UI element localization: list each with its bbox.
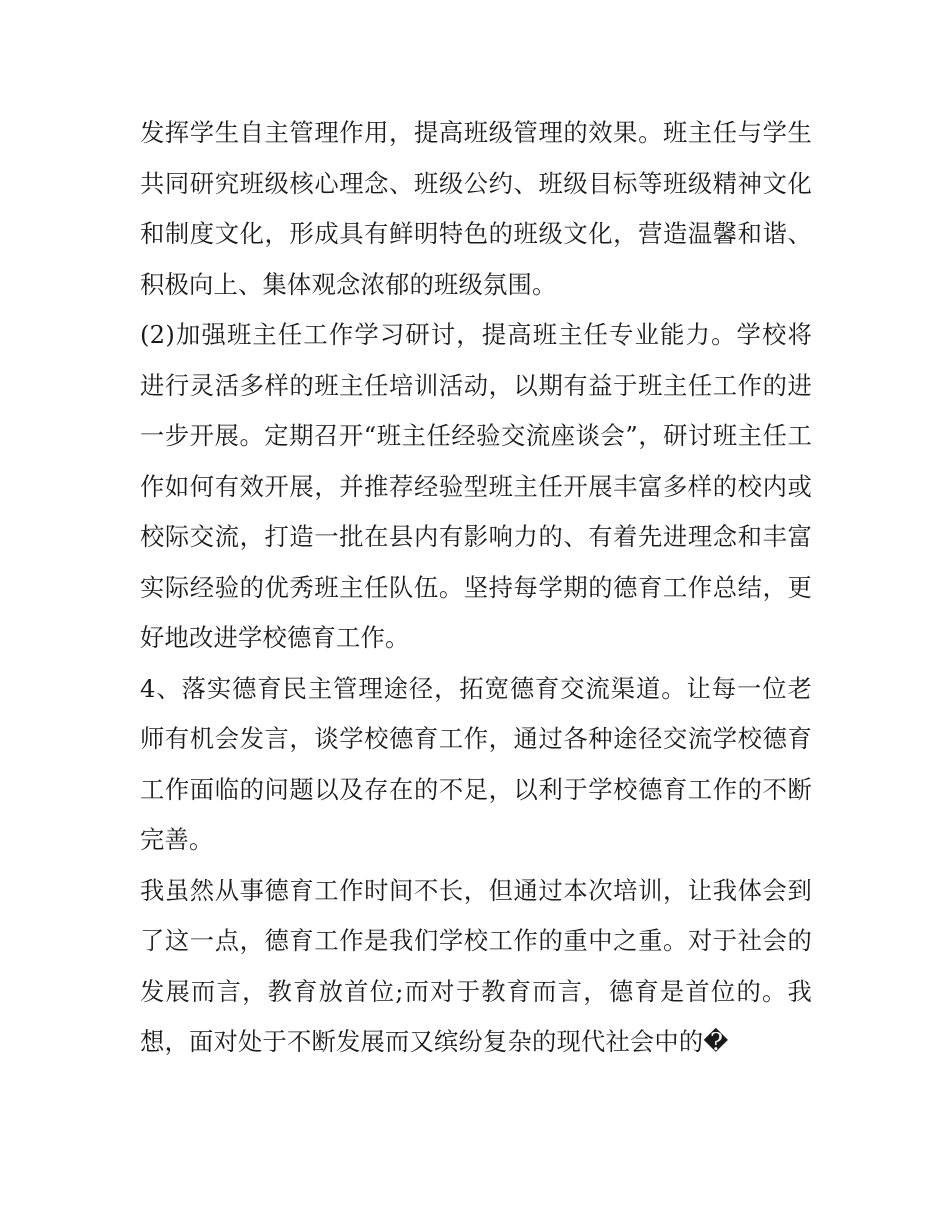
text-line: 想，面对处于不断发展而又缤纷复杂的现代社会中的�	[140, 1027, 729, 1056]
text-line: 一步开展。定期召开“班主任经验交流座谈会”，研讨班主任工	[140, 421, 812, 450]
text-line: 发挥学生自主管理作用，提高班级管理的效果。班主任与学生	[140, 118, 812, 147]
text-line: 完善。	[140, 825, 214, 854]
text-line: 了这一点，德育工作是我们学校工作的重中之重。对于社会的	[140, 926, 812, 955]
text-line: 好地改进学校德育工作。	[140, 623, 410, 652]
paragraph-democratic-management	[140, 664, 812, 866]
text-line: 校际交流，打造一批在县内有影响力的、有着先进理念和丰富	[140, 522, 812, 551]
text-line: 共同研究班级核心理念、班级公约、班级目标等班级精神文化	[140, 168, 812, 198]
paragraph-reflection	[140, 866, 812, 1068]
text-line: 4、落实德育民主管理途径，拓宽德育交流渠道。让每一位老	[140, 673, 812, 703]
text-line: 我虽然从事德育工作时间不长，但通过本次培训，让我体会到	[140, 875, 812, 905]
text-line: 作如何有效开展，并推荐经验型班主任开展丰富多样的校内或	[140, 471, 812, 501]
text-line: 和制度文化，形成具有鲜明特色的班级文化，营造温馨和谐、	[140, 219, 812, 248]
text-line: (2)加强班主任工作学习研讨，提高班主任专业能力。学校将	[140, 320, 812, 349]
text-line: 工作面临的问题以及存在的不足，以利于学校德育工作的不断	[140, 774, 812, 804]
text-line: 发展而言，教育放首位;而对于教育而言，德育是首位的。我	[140, 976, 812, 1006]
text-line: 进行灵活多样的班主任培训活动，以期有益于班主任工作的进	[140, 370, 812, 400]
text-line: 积极向上、集体观念浓郁的班级氛围。	[140, 269, 557, 299]
text-line: 师有机会发言，谈学校德育工作，通过各种途径交流学校德育	[140, 724, 812, 753]
paragraph-teacher-training	[140, 310, 812, 664]
paragraph-class-culture	[140, 108, 812, 310]
text-line: 实际经验的优秀班主任队伍。坚持每学期的德育工作总结，更	[140, 572, 812, 602]
document-body	[140, 108, 812, 1068]
